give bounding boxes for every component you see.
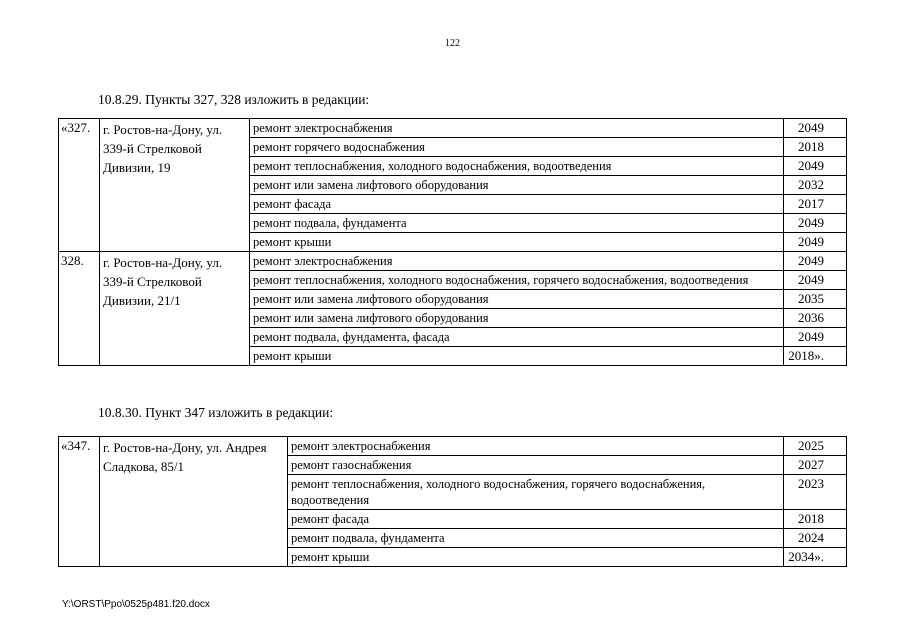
work-name: ремонт или замена лифтового оборудования	[250, 290, 784, 309]
work-name: ремонт подвала, фундамента	[288, 529, 784, 548]
work-name: ремонт теплоснабжения, холодного водоснабжения, горячего водоснабжения, водоотведения	[288, 475, 784, 510]
item-address: г. Ростов-на-Дону, ул. 339-й Стрелковой Дивизии, 19	[100, 119, 250, 252]
work-name: ремонт или замена лифтового оборудования	[250, 176, 784, 195]
work-year: 2049	[784, 157, 847, 176]
work-name: ремонт электроснабжения	[250, 119, 784, 138]
work-name: ремонт крыши	[250, 347, 784, 366]
work-year: 2027	[784, 456, 847, 475]
work-year: 2049	[784, 119, 847, 138]
work-year: 2049	[784, 233, 847, 252]
section-heading-10-8-29: 10.8.29. Пункты 327, 328 изложить в редакции:	[98, 92, 370, 107]
work-year: 2017	[784, 195, 847, 214]
work-name: ремонт фасада	[288, 510, 784, 529]
work-name: ремонт крыши	[250, 233, 784, 252]
work-name: ремонт или замена лифтового оборудования	[250, 309, 784, 328]
amendment-table-347	[58, 436, 847, 567]
work-year: 2036	[784, 309, 847, 328]
work-year: 2049	[784, 252, 847, 271]
work-year: 2024	[784, 529, 847, 548]
work-year: 2023	[784, 475, 847, 510]
work-year: 2049	[784, 328, 847, 347]
work-year: 2049	[784, 271, 847, 290]
work-year: 2025	[784, 437, 847, 456]
work-year: 2018».	[784, 347, 847, 366]
page-number: 122	[445, 38, 460, 49]
work-year: 2018	[784, 138, 847, 157]
work-name: ремонт электроснабжения	[288, 437, 784, 456]
work-name: ремонт теплоснабжения, холодного водоснабжения, горячего водоснабжения, водоотведения	[250, 271, 784, 290]
work-year: 2035	[784, 290, 847, 309]
work-name: ремонт газоснабжения	[288, 456, 784, 475]
work-name: ремонт электроснабжения	[250, 252, 784, 271]
item-number: 328.	[59, 252, 100, 366]
work-name: ремонт горячего водоснабжения	[250, 138, 784, 157]
table-row	[59, 252, 847, 271]
table-row	[59, 437, 847, 456]
work-year: 2032	[784, 176, 847, 195]
work-name: ремонт крыши	[288, 548, 784, 567]
work-year: 2034».	[784, 548, 847, 567]
work-name: ремонт фасада	[250, 195, 784, 214]
work-name: ремонт подвала, фундамента	[250, 214, 784, 233]
section-heading-10-8-30: 10.8.30. Пункт 347 изложить в редакции:	[98, 405, 334, 420]
item-address: г. Ростов-на-Дону, ул. Андрея Сладкова, 85/1	[100, 437, 288, 567]
document-file-path: Y:\ORST\Ppo\0525p481.f20.docx	[62, 599, 210, 610]
item-number: «327.	[59, 119, 100, 252]
work-year: 2018	[784, 510, 847, 529]
item-address: г. Ростов-на-Дону, ул. 339-й Стрелковой Дивизии, 21/1	[100, 252, 250, 366]
amendment-table-327-328	[58, 118, 847, 366]
item-number: «347.	[59, 437, 100, 567]
work-name: ремонт теплоснабжения, холодного водоснабжения, водоотведения	[250, 157, 784, 176]
table-row	[59, 119, 847, 138]
work-year: 2049	[784, 214, 847, 233]
work-name: ремонт подвала, фундамента, фасада	[250, 328, 784, 347]
